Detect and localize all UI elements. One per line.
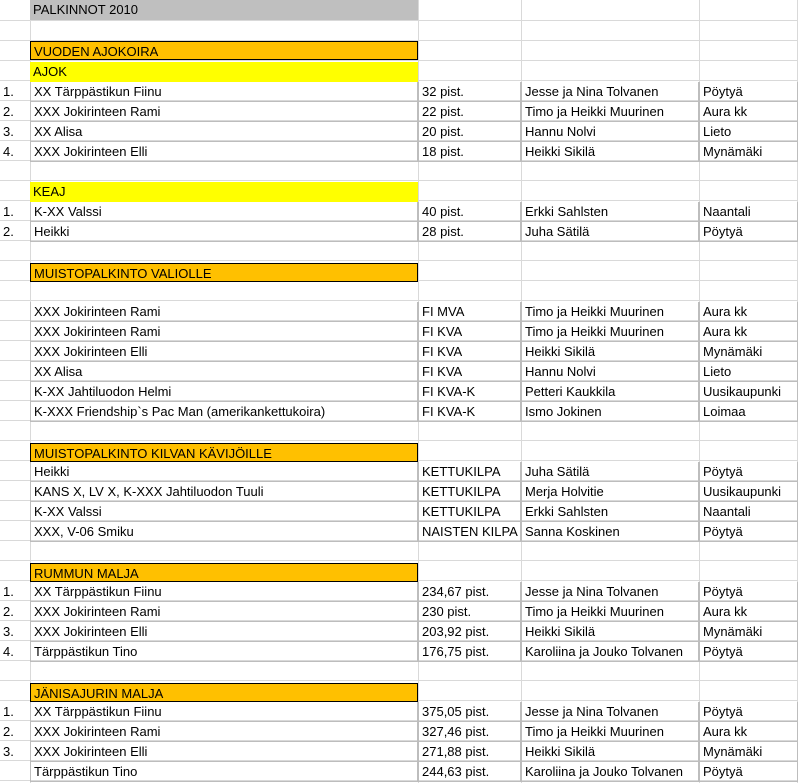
- table-row: [0, 582, 798, 602]
- section-header-row: [0, 40, 798, 60]
- cell-result[interactable]: FI KVA: [418, 322, 521, 342]
- cell-dog[interactable]: XX Tärppästikun Fiinu: [30, 82, 418, 102]
- cell-place[interactable]: Aura kk: [699, 102, 798, 122]
- cell-rank[interactable]: [0, 502, 30, 522]
- section-header-row: [0, 562, 798, 582]
- cell-owner[interactable]: Heikki Sikilä: [521, 142, 699, 162]
- cell-owner[interactable]: Hannu Nolvi: [521, 122, 699, 142]
- cell-owner[interactable]: Heikki Sikilä: [521, 742, 699, 762]
- cell-result[interactable]: 203,92 pist.: [418, 622, 521, 642]
- cell-owner[interactable]: Timo ja Heikki Muurinen: [521, 602, 699, 622]
- table-row: [0, 702, 798, 722]
- cell-rank[interactable]: 1.: [3, 704, 14, 719]
- cell-owner[interactable]: Timo ja Heikki Muurinen: [521, 302, 699, 322]
- cell-rank[interactable]: 1.: [3, 584, 14, 599]
- cell-dog[interactable]: XXX Jokirinteen Elli: [30, 742, 418, 762]
- cell-owner[interactable]: Jesse ja Nina Tolvanen: [521, 702, 699, 722]
- table-row: [0, 322, 798, 342]
- cell-place[interactable]: Mynämäki: [699, 342, 798, 362]
- table-row: [0, 222, 798, 242]
- section-header-valio[interactable]: MUISTOPALKINTO VALIOLLE: [30, 263, 418, 282]
- cell-result[interactable]: 22 pist.: [418, 102, 521, 122]
- cell-dog[interactable]: K-XXX Friendship`s Pac Man (amerikankettukoira): [30, 402, 418, 422]
- cell-place[interactable]: Pöytyä: [699, 582, 798, 602]
- section-header-row: [0, 442, 798, 462]
- cell-owner[interactable]: Juha Sätilä: [521, 222, 699, 242]
- cell-dog[interactable]: XXX Jokirinteen Elli: [30, 342, 418, 362]
- table-row: [0, 82, 798, 102]
- table-row: [0, 382, 798, 402]
- cell-place[interactable]: Pöytyä: [699, 702, 798, 722]
- cell-rank[interactable]: 3.: [3, 624, 14, 639]
- section-header-row: [0, 682, 798, 702]
- cell-place[interactable]: Loimaa: [699, 402, 798, 422]
- table-row: [0, 642, 798, 662]
- table-row: [0, 762, 798, 782]
- table-row: [0, 502, 798, 522]
- cell-result[interactable]: FI KVA: [418, 362, 521, 382]
- cell-dog[interactable]: KANS X, LV X, K-XXX Jahtiluodon Tuuli: [30, 482, 418, 502]
- cell-rank[interactable]: [0, 762, 30, 782]
- cell-result[interactable]: 271,88 pist.: [418, 742, 521, 762]
- cell-rank[interactable]: [0, 462, 30, 482]
- table-row: [0, 122, 798, 142]
- cell-result[interactable]: 28 pist.: [418, 222, 521, 242]
- table-row: [0, 362, 798, 382]
- cell-dog[interactable]: XX Tärppästikun Fiinu: [30, 582, 418, 602]
- table-row: [0, 482, 798, 502]
- cell-dog[interactable]: K-XX Valssi: [30, 202, 418, 222]
- cell-place[interactable]: Naantali: [699, 202, 798, 222]
- table-row: [0, 622, 798, 642]
- section-header-rumpu[interactable]: RUMMUN MALJA: [30, 563, 418, 582]
- cell-owner[interactable]: Erkki Sahlsten: [521, 502, 699, 522]
- cell-dog[interactable]: XXX, V-06 Smiku: [30, 522, 418, 542]
- cell-place[interactable]: Pöytyä: [699, 522, 798, 542]
- cell-place[interactable]: Mynämäki: [699, 142, 798, 162]
- cell-result[interactable]: 40 pist.: [418, 202, 521, 222]
- cell-owner[interactable]: Hannu Nolvi: [521, 362, 699, 382]
- section-header-row: [0, 262, 798, 282]
- cell-dog[interactable]: XXX Jokirinteen Rami: [30, 302, 418, 322]
- cell-dog[interactable]: XX Alisa: [30, 362, 418, 382]
- row-gridline: [0, 20, 798, 21]
- cell-rank[interactable]: 3.: [3, 124, 14, 139]
- cell-owner[interactable]: Ismo Jokinen: [521, 402, 699, 422]
- cell-owner[interactable]: Petteri Kaukkila: [521, 382, 699, 402]
- cell-owner[interactable]: Jesse ja Nina Tolvanen: [521, 82, 699, 102]
- cell-result[interactable]: FI KVA: [418, 342, 521, 362]
- table-row: [0, 102, 798, 122]
- cell-place[interactable]: Uusikaupunki: [699, 482, 798, 502]
- cell-result[interactable]: 176,75 pist.: [418, 642, 521, 662]
- cell-dog[interactable]: XXX Jokirinteen Rami: [30, 322, 418, 342]
- table-row: [0, 342, 798, 362]
- cell-rank[interactable]: [0, 362, 30, 382]
- cell-place[interactable]: Aura kk: [699, 302, 798, 322]
- cell-rank[interactable]: 1.: [3, 204, 14, 219]
- cell-rank[interactable]: 4.: [3, 644, 14, 659]
- row-gridline: [0, 300, 798, 301]
- cell-place[interactable]: Aura kk: [699, 602, 798, 622]
- row-gridline: [0, 440, 798, 441]
- cell-owner[interactable]: Heikki Sikilä: [521, 622, 699, 642]
- title-row: [0, 0, 798, 20]
- cell-rank[interactable]: [0, 322, 30, 342]
- cell-rank[interactable]: 2.: [3, 224, 14, 239]
- cell-dog[interactable]: Tärppästikun Tino: [30, 762, 418, 782]
- table-row: [0, 302, 798, 322]
- sheet-title[interactable]: PALKINNOT 2010: [30, 0, 418, 20]
- row-gridline: [0, 560, 798, 561]
- cell-place[interactable]: Uusikaupunki: [699, 382, 798, 402]
- cell-place[interactable]: Lieto: [699, 362, 798, 382]
- cell-result[interactable]: KETTUKILPA: [418, 462, 521, 482]
- cell-result[interactable]: NAISTEN KILPA: [418, 522, 521, 542]
- cell-rank[interactable]: 2.: [3, 724, 14, 739]
- cell-place[interactable]: Pöytyä: [699, 462, 798, 482]
- cell-dog[interactable]: Tärppästikun Tino: [30, 642, 418, 662]
- table-row: [0, 722, 798, 742]
- cell-dog[interactable]: XXX Jokirinteen Rami: [30, 602, 418, 622]
- cell-result[interactable]: FI KVA-K: [418, 402, 521, 422]
- table-row: [0, 522, 798, 542]
- cell-owner[interactable]: Merja Holvitie: [521, 482, 699, 502]
- cell-place[interactable]: Pöytyä: [699, 762, 798, 782]
- cell-owner[interactable]: Juha Sätilä: [521, 462, 699, 482]
- cell-owner[interactable]: Erkki Sahlsten: [521, 202, 699, 222]
- cell-dog[interactable]: K-XX Jahtiluodon Helmi: [30, 382, 418, 402]
- cell-place[interactable]: Pöytyä: [699, 222, 798, 242]
- cell-result[interactable]: 32 pist.: [418, 82, 521, 102]
- cell-rank[interactable]: 1.: [3, 84, 14, 99]
- cell-dog[interactable]: XXX Jokirinteen Elli: [30, 142, 418, 162]
- cell-result[interactable]: FI KVA-K: [418, 382, 521, 402]
- cell-place[interactable]: Mynämäki: [699, 742, 798, 762]
- row-gridline: [0, 180, 798, 181]
- subsection-header-row: [0, 62, 798, 82]
- cell-owner[interactable]: Timo ja Heikki Muurinen: [521, 102, 699, 122]
- cell-rank[interactable]: [0, 382, 30, 402]
- cell-dog[interactable]: XX Tärppästikun Fiinu: [30, 702, 418, 722]
- table-row: [0, 602, 798, 622]
- cell-owner[interactable]: Timo ja Heikki Muurinen: [521, 722, 699, 742]
- section-header-ajokoira[interactable]: VUODEN AJOKOIRA: [30, 41, 418, 60]
- cell-rank[interactable]: 4.: [3, 144, 14, 159]
- table-row: [0, 402, 798, 422]
- cell-owner[interactable]: Timo ja Heikki Muurinen: [521, 322, 699, 342]
- table-row: [0, 462, 798, 482]
- subsection-header-ajok[interactable]: AJOK: [30, 62, 418, 82]
- row-gridline: [0, 260, 798, 261]
- cell-dog[interactable]: XXX Jokirinteen Elli: [30, 622, 418, 642]
- cell-place[interactable]: Naantali: [699, 502, 798, 522]
- cell-result[interactable]: 20 pist.: [418, 122, 521, 142]
- cell-dog[interactable]: Heikki: [30, 222, 418, 242]
- cell-result[interactable]: 18 pist.: [418, 142, 521, 162]
- cell-place[interactable]: Pöytyä: [699, 82, 798, 102]
- table-row: [0, 202, 798, 222]
- cell-place[interactable]: Mynämäki: [699, 622, 798, 642]
- table-row: [0, 142, 798, 162]
- cell-rank[interactable]: 2.: [3, 104, 14, 119]
- section-header-janis[interactable]: JÄNISAJURIN MALJA: [30, 683, 418, 702]
- cell-place[interactable]: Pöytyä: [699, 642, 798, 662]
- cell-place[interactable]: Aura kk: [699, 322, 798, 342]
- cell-rank[interactable]: 2.: [3, 604, 14, 619]
- cell-result[interactable]: KETTUKILPA: [418, 482, 521, 502]
- cell-dog[interactable]: Heikki: [30, 462, 418, 482]
- cell-rank[interactable]: 3.: [3, 744, 14, 759]
- cell-result[interactable]: 244,63 pist.: [418, 762, 521, 782]
- cell-place[interactable]: Aura kk: [699, 722, 798, 742]
- cell-result[interactable]: FI MVA: [418, 302, 521, 322]
- cell-owner[interactable]: Heikki Sikilä: [521, 342, 699, 362]
- cell-dog[interactable]: XXX Jokirinteen Rami: [30, 102, 418, 122]
- cell-rank[interactable]: [0, 482, 30, 502]
- subsection-header-row: [0, 182, 798, 202]
- cell-result[interactable]: 230 pist.: [418, 602, 521, 622]
- cell-result[interactable]: 234,67 pist.: [418, 582, 521, 602]
- row-gridline: [0, 680, 798, 681]
- cell-rank[interactable]: [0, 402, 30, 422]
- table-row: [0, 742, 798, 762]
- cell-dog[interactable]: XXX Jokirinteen Rami: [30, 722, 418, 742]
- section-header-kilpa[interactable]: MUISTOPALKINTO KILVAN KÄVIJÖILLE: [30, 443, 418, 462]
- cell-result[interactable]: 375,05 pist.: [418, 702, 521, 722]
- cell-rank[interactable]: [0, 522, 30, 542]
- cell-dog[interactable]: K-XX Valssi: [30, 502, 418, 522]
- cell-owner[interactable]: Sanna Koskinen: [521, 522, 699, 542]
- cell-owner[interactable]: Karoliina ja Jouko Tolvanen: [521, 642, 699, 662]
- cell-result[interactable]: 327,46 pist.: [418, 722, 521, 742]
- cell-rank[interactable]: [0, 342, 30, 362]
- cell-result[interactable]: KETTUKILPA: [418, 502, 521, 522]
- cell-owner[interactable]: Jesse ja Nina Tolvanen: [521, 582, 699, 602]
- cell-owner[interactable]: Karoliina ja Jouko Tolvanen: [521, 762, 699, 782]
- cell-dog[interactable]: XX Alisa: [30, 122, 418, 142]
- cell-place[interactable]: Lieto: [699, 122, 798, 142]
- cell-rank[interactable]: [0, 302, 30, 322]
- subsection-header-keaj[interactable]: KEAJ: [30, 182, 418, 202]
